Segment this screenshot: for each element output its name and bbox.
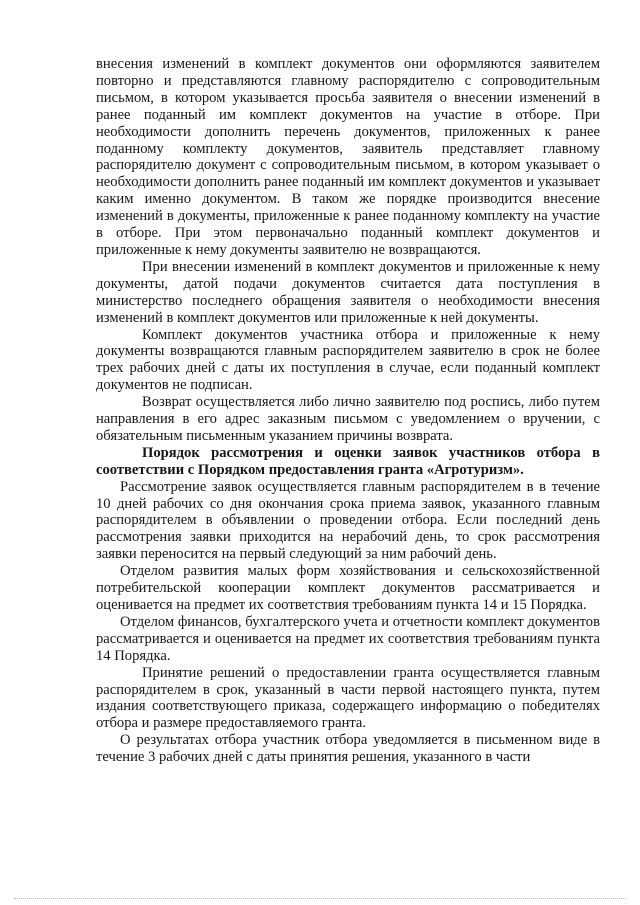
paragraph-development-department: Отделом развития малых форм хозяйствования и сельскохозяйственной потребительской кооперации комплект документов рассматривается и оценивается на предмет их соответствия требованиям пункта 14 и 15 Порядка.	[96, 563, 600, 613]
paragraph-review-period: Рассмотрение заявок осуществляется главным распорядителем в в течение 10 дней рабочих со дня окончания срока приема заявок, указанного главным распорядителем в объявлении о проведении отбора. Если последний день рассмотрения заявки приходится на нерабочий день, то срок рассмотрения заявки переносится на первый следующий за ним рабочий день.	[96, 478, 600, 563]
paragraph-notification: О результатах отбора участник отбора уведомляется в письменном виде в течение 3 рабочих дней с даты принятия решения, указанного в части	[96, 732, 600, 766]
section-heading: Порядок рассмотрения и оценки заявок участников отбора в соответствии с Порядком предоставления гранта «Агротуризм».	[96, 444, 600, 478]
scan-edge-line	[14, 898, 626, 899]
paragraph-finance-department: Отделом финансов, бухгалтерского учета и отчетности комплект документов рассматривается и оценивается на предмет их соответствия требованиям пункта 14 Порядка.	[96, 613, 600, 664]
paragraph-return-method: Возврат осуществляется либо лично заявителю под роспись, либо путем направления в его адрес заказным письмом с уведомлением о вручении, с обязательным письменным указанием причины возврата.	[96, 394, 600, 444]
paragraph-documents-return: Комплект документов участника отбора и приложенные к нему документы возвращаются главным распорядителем заявителю в срок не более трех рабочих дней с даты их поступления в случае, если поданный комплект документов не подписан.	[96, 326, 600, 394]
paragraph-submission-date: При внесении изменений в комплект документов и приложенные к нему документы, датой подачи документов считается дата поступления в министерство последнего обращения заявителя о необходимости внесения изменений в комплект документов или приложенные к ней документы.	[96, 258, 600, 326]
paragraph-grant-decision: Принятие решений о предоставлении гранта осуществляется главным распорядителем в срок, указанный в части первой настоящего пункта, путем издания соответствующего приказа, содержащего информацию о победителях отбора и размере предоставляемого гранта.	[96, 664, 600, 732]
document-body	[96, 56, 600, 766]
paragraph-changes-procedure: внесения изменений в комплект документов они оформляются заявителем повторно и представляются главному распорядителю с сопроводительным письмом, в котором указывается просьба заявителя о внесении изменений в ранее поданный им комплект документов на участие в отборе. При необходимости дополнить перечень документов, приложенных к ранее поданному комплекту документов, заявитель представляет главному распорядителю документ с сопроводительным письмом, в котором указывает о необходимости дополнить ранее поданный им комплект документов и указывает каким именно документом. В таком же порядке производится внесение изменений в документы, приложенные к ранее поданному комплекту на участие в отборе. При этом первоначально поданный комплект документов и приложенные к нему документы заявителю не возвращаются.	[96, 56, 600, 258]
